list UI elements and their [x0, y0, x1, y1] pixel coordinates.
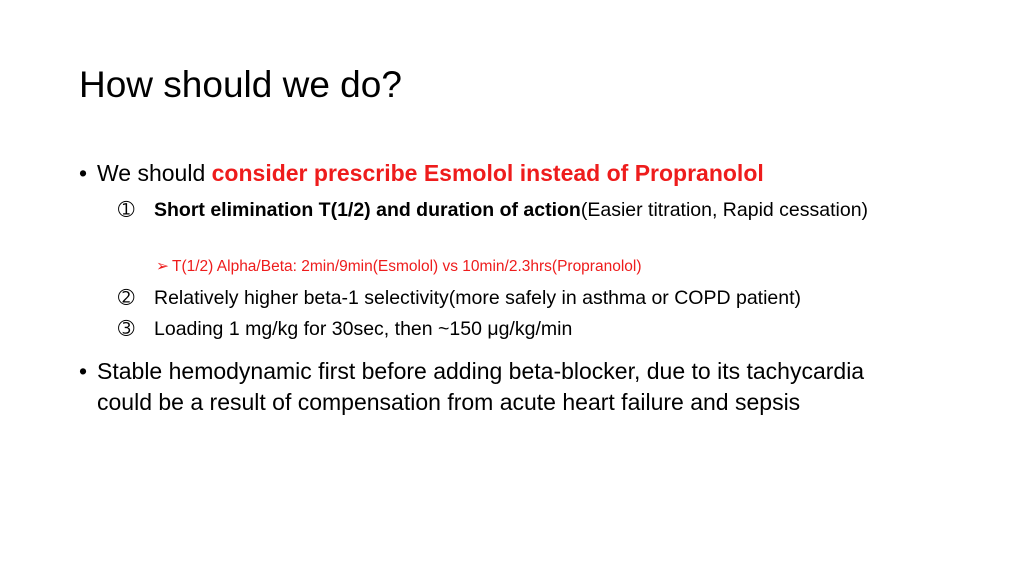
arrow-bullet-icon: ➢ — [156, 258, 169, 275]
sub-item-2 — [118, 285, 918, 311]
sub-item-text: Relatively higher beta-1 selectivity(more safely in asthma or COPD patient) — [154, 287, 802, 309]
bullet-item-1 — [79, 158, 929, 189]
bullet-text-highlight: consider prescribe Esmolol instead of Propranolol — [211, 160, 764, 186]
bullet-item-2 — [79, 356, 929, 452]
sub-item-1 — [118, 197, 918, 249]
bullet-marker: • — [79, 358, 88, 384]
sub-item-3 — [118, 316, 918, 342]
circled-number-1-icon: ➀ — [118, 199, 135, 221]
sub-sub-item — [156, 256, 642, 278]
bullet-text: Stable hemodynamic first before adding beta-blocker, due to its tachycardia could be a result of compensation from acute heart failure and sepsis — [97, 358, 865, 415]
sub-item-bold-text: Short elimination T(1/2) and duration of action — [154, 199, 581, 221]
sub-sub-item-text: T(1/2) Alpha/Beta: 2min/9min(Esmolol) vs 10min/2.3hrs(Propranolol) — [172, 258, 642, 275]
slide-title: How should we do? — [79, 64, 402, 105]
sub-item-plain-text: (Easier titration, Rapid cessation) — [580, 199, 869, 221]
bullet-text-plain: We should — [97, 160, 212, 186]
circled-number-2-icon: ➁ — [118, 287, 135, 309]
sub-item-text — [154, 197, 914, 223]
circled-number-3-icon: ➂ — [118, 318, 135, 340]
sub-item-text: Loading 1 mg/kg for 30sec, then ~150 μg/kg/min — [154, 318, 573, 340]
bullet-marker: • — [79, 160, 88, 186]
bullet-text — [97, 158, 897, 189]
